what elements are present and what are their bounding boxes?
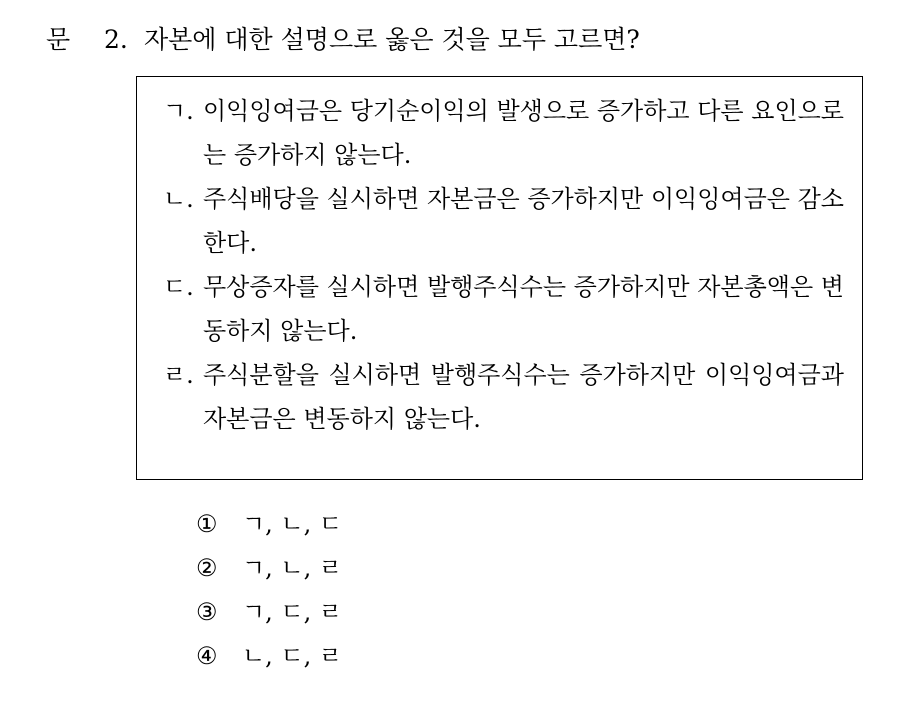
question-number: 2. [104, 25, 128, 54]
choice-number: ② [196, 554, 218, 582]
answer-choice[interactable] [196, 590, 342, 634]
choice-text: ㄱ, ㄷ, ㄹ [242, 598, 343, 626]
statement-marker: ㄹ. [163, 361, 194, 389]
statement-marker: ㄴ. [163, 185, 194, 213]
statement-item [163, 265, 844, 353]
question-text: 자본에 대한 설명으로 옳은 것을 모두 고르면? [144, 25, 640, 54]
choice-text: ㄱ, ㄴ, ㄹ [242, 554, 343, 582]
statement-text: 주식분할을 실시하면 발행주식수는 증가하지만 이익잉여금과 자본금은 변동하지 않는다. [203, 361, 844, 433]
statement-box [136, 76, 863, 480]
choice-text: ㄴ, ㄷ, ㄹ [242, 642, 343, 670]
choice-number: ③ [196, 598, 218, 626]
statement-text: 주식배당을 실시하면 자본금은 증가하지만 이익잉여금은 감소한다. [203, 185, 844, 257]
statement-item [163, 177, 844, 265]
choice-number: ① [196, 510, 218, 538]
statement-text: 이익잉여금은 당기순이익의 발생으로 증가하고 다른 요인으로는 증가하지 않는다. [203, 97, 844, 169]
statement-item [163, 89, 844, 177]
question-stem [46, 20, 896, 60]
answer-choice[interactable] [196, 502, 342, 546]
choice-number: ④ [196, 642, 218, 670]
statement-marker: ㄱ. [163, 97, 194, 125]
statement-item [163, 353, 844, 441]
statement-text: 무상증자를 실시하면 발행주식수는 증가하지만 자본총액은 변동하지 않는다. [203, 273, 844, 345]
choice-text: ㄱ, ㄴ, ㄷ [242, 510, 343, 538]
answer-choice[interactable] [196, 546, 342, 590]
statement-marker: ㄷ. [163, 273, 194, 301]
question-label: 문 [46, 25, 71, 54]
answer-choices [196, 502, 342, 678]
answer-choice[interactable] [196, 634, 342, 678]
